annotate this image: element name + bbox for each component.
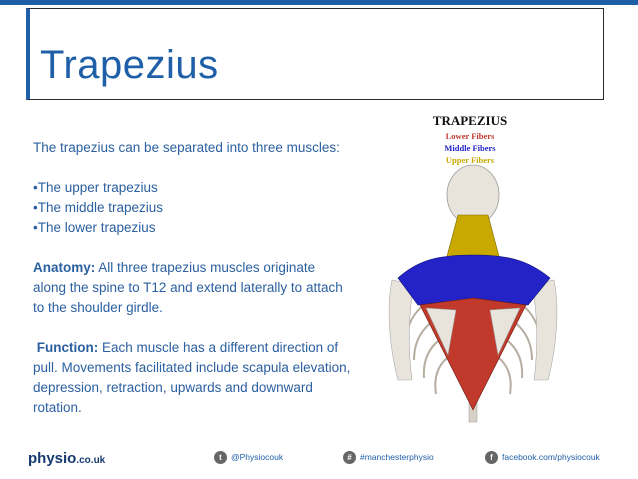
legend-middle-fibers: Middle Fibers [444, 143, 496, 153]
title-frame [26, 8, 604, 100]
hashtag-link[interactable] [343, 450, 434, 464]
slide-title: Trapezius [40, 43, 219, 87]
twitter-text: @Physiocouk [231, 452, 284, 462]
slide-body [33, 138, 351, 418]
legend-upper-fibers: Upper Fibers [445, 155, 495, 165]
logo-main: physio [28, 450, 77, 467]
anatomy-text: All three trapezius muscles originate along the spine to T12 and extend laterally to attach to the shoulder girdle. [33, 260, 343, 315]
bullet-upper: •The upper trapezius [33, 180, 158, 195]
hashtag-icon: # [343, 451, 356, 464]
function-label: Function: [36, 340, 99, 355]
facebook-link[interactable] [485, 450, 600, 464]
facebook-icon: f [485, 451, 498, 464]
logo-suffix: .co.uk [76, 455, 106, 466]
anatomy-paragraph [33, 258, 351, 318]
bullet-lower: •The lower trapezius [33, 220, 156, 235]
legend-lower-fibers: Lower Fibers [445, 131, 495, 141]
figure-title: TRAPEZIUS [432, 113, 508, 128]
middle-fibers [398, 255, 550, 305]
bullet-middle: •The middle trapezius [33, 200, 164, 215]
anatomy-label: Anatomy: [33, 260, 96, 275]
function-text: Each muscle has a different direction of pull. Movements facilitated include scapula elevation, depression, retraction, upwards and downward rotation. [33, 340, 351, 415]
footer-bar [0, 446, 638, 470]
twitter-handle[interactable] [214, 450, 283, 464]
twitter-icon: t [214, 451, 227, 464]
hashtag-text: #manchesterphysio [360, 452, 434, 462]
facebook-text: facebook.com/physiocouk [502, 452, 600, 462]
top-accent-bar [0, 0, 638, 5]
function-paragraph [33, 338, 351, 418]
physio-logo[interactable] [28, 450, 105, 467]
intro-text: The trapezius can be separated into three muscles: [33, 140, 340, 155]
upper-fibers [446, 215, 500, 260]
